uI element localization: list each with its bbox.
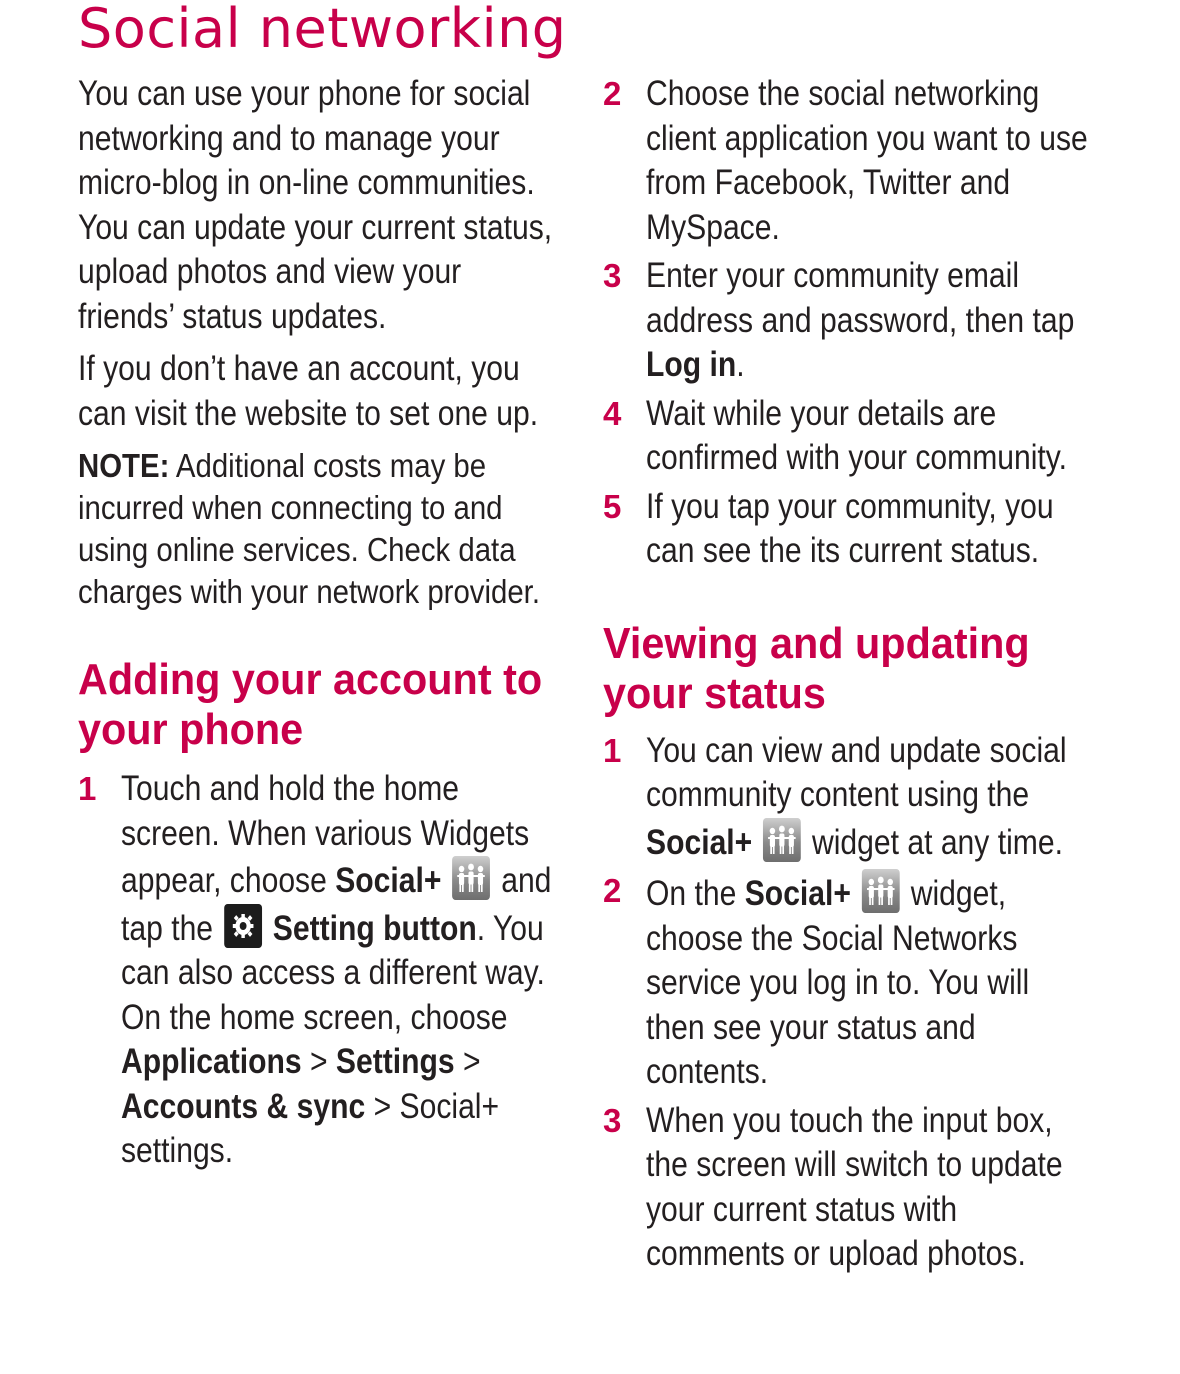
step-text: Wait while your details are confirmed with your community. [646,393,1067,477]
step-number: 5 [603,487,622,525]
social-plus-label: Social+ [646,822,753,862]
social-plus-label: Social+ [335,861,442,900]
step-number: 3 [603,257,622,294]
account-paragraph: If you don’t have an account, you can visit the website to set one up. [78,349,539,433]
social-plus-icon [452,856,490,900]
adding-step-4 [603,392,1093,481]
step-number: 2 [603,75,622,112]
step-text: If you tap your community, you can see the its current status. [646,486,1054,570]
social-plus-icon [862,869,900,913]
adding-account-heading: Adding your account to your phone [78,655,543,754]
step-text: Touch and hold the home screen. When various Widgets appear, choose Social+ and tap the Setting button. You can also access a different way. On the home screen, choose Applications > Settings > Accounts & sync > Social+ settings. [121,769,552,1170]
viewing-step-1 [603,729,1093,866]
step-text: When you touch the input box, the screen will switch to update your current status with comments or upload photos. [646,1100,1063,1273]
applications-label: Applications [121,1042,302,1081]
step-number: 1 [78,770,97,807]
viewing-step-3 [603,1099,1093,1277]
left-column [78,72,563,1178]
note-text: Additional costs may be incurred when connecting to and using online services. Check data charges with your network provider. [78,447,540,610]
setting-button-label: Setting button [272,908,477,948]
step-number: 4 [603,394,622,432]
adding-step-5 [603,485,1093,574]
adding-step-3 [603,254,1093,388]
right-column [603,72,1093,1281]
step-text: On the Social+ widget, choose the Social Networks service you log in to. You will then see your status and contents. [646,869,1092,1095]
viewing-status-heading: Viewing and updating your status [603,618,1030,718]
step-text: You can view and update social community content using the Social+ widget at any time. [646,730,1067,862]
social-plus-icon [763,818,801,862]
intro-paragraph: You can use your phone for social networking and to manage your micro-blog in on-line communities. You can update your current status, upload photos and view your friends’ status updates. [78,74,553,336]
step-text: Enter your community email address and password, then tap Log in. [646,256,1075,384]
step-number: 1 [603,731,622,769]
adding-step-2 [603,72,1093,250]
step-number: 3 [603,1101,622,1139]
viewing-step-2 [603,869,1093,1095]
page-title: Social networking [78,0,567,60]
social-plus-label: Social+ [744,874,851,913]
settings-label: Settings [335,1042,455,1081]
adding-step-1 [78,767,563,1174]
log-in-label: Log in [646,345,737,384]
settings-gear-icon [224,904,262,948]
step-number: 2 [603,872,622,909]
accounts-sync-label: Accounts & sync [121,1086,366,1126]
note-label: NOTE: [78,447,170,484]
note-paragraph [78,445,561,613]
step-text: Choose the social networking client application you want to use from Facebook, Twitter and MySpace. [646,74,1088,247]
